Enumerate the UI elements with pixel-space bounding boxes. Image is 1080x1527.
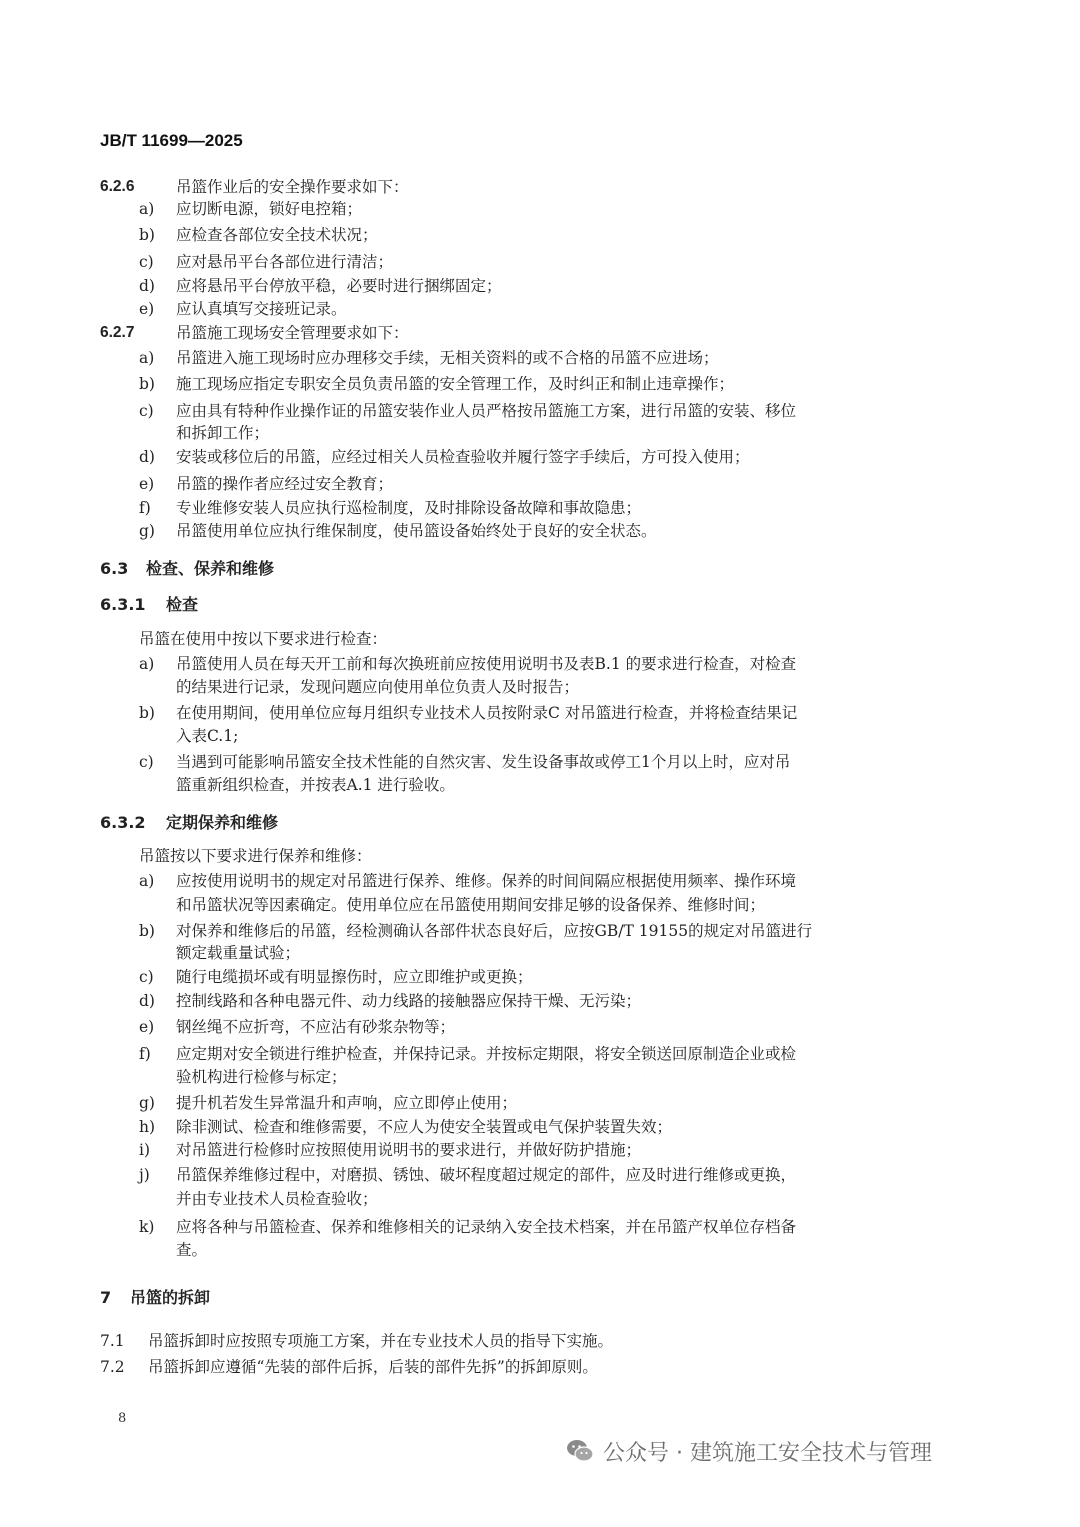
list-item-continuation: 额定载重量试验； (176, 944, 301, 962)
list-item-label: g) (139, 1094, 155, 1112)
subsection-number: 6.3.1 (100, 595, 146, 614)
list-item-label: d) (139, 992, 155, 1010)
list-item-continuation: 的结果进行记录，发现问题应向使用单位负责人及时报告； (176, 678, 580, 696)
list-item: 应将各种与吊篮检查、保养和维修相关的记录纳入安全技术档案，并在吊篮产权单位存档备 (176, 1218, 797, 1236)
list-item-continuation: 和拆卸工作； (176, 424, 270, 442)
list-item-label: e) (139, 300, 155, 318)
list-item-label: c) (139, 402, 154, 420)
list-item: 对吊篮进行检修时应按照使用说明书的要求进行，并做好防护措施； (176, 1141, 642, 1159)
list-item-label: d) (139, 277, 155, 295)
clause-number: 6.2.6 (100, 178, 135, 195)
list-item: 对保养和维修后的吊篮，经检测确认各部件状态良好后，应按GB/T 19155的规定对吊篮进行 (176, 922, 813, 940)
list-item: 应定期对安全锁进行维护检查，并保持记录。并按标定期限，将安全锁送回原制造企业或检 (176, 1045, 797, 1063)
subsection-title: 定期保养和维修 (166, 813, 279, 832)
list-item: 提升机若发生异常温升和声响，应立即停止使用； (176, 1094, 518, 1112)
list-item: 在使用期间，使用单位应每月组织专业技术人员按附录C 对吊篮进行检查，并将检查结果记 (176, 704, 798, 722)
list-item: 吊篮保养维修过程中，对磨损、锈蚀、破坏程度超过规定的部件，应及时进行维修或更换， (176, 1166, 797, 1184)
list-item: 随行电缆损坏或有明显擦伤时，应立即维护或更换； (176, 968, 533, 986)
chapter-heading (100, 1287, 210, 1309)
list-item-continuation: 入表C.1; (176, 727, 239, 745)
list-item-label: c) (139, 753, 154, 771)
list-item: 吊篮使用单位应执行维保制度，使吊篮设备始终处于良好的安全状态。 (176, 522, 657, 540)
subsection-heading (100, 812, 278, 834)
list-item-label: b) (139, 704, 155, 722)
section-title: 检查、保养和维修 (146, 559, 275, 578)
list-item-label: b) (139, 226, 155, 244)
clause-number: 7.2 (100, 1358, 125, 1376)
page-number: 8 (118, 1411, 127, 1426)
watermark (565, 1434, 932, 1468)
list-item: 应检查各部位安全技术状况； (176, 226, 378, 244)
list-item: 吊篮进入施工现场时应办理移交手续，无相关资料的或不合格的吊篮不应进场； (176, 349, 719, 367)
list-item-label: a) (139, 655, 155, 673)
standard-code: JB/T 11699—2025 (100, 131, 243, 150)
list-item: 安装或移位后的吊篮，应经过相关人员检查验收并履行签字手续后，方可投入使用； (176, 448, 750, 466)
list-item: 应对悬吊平台各部位进行清洁； (176, 253, 394, 271)
list-item: 钢丝绳不应折弯，不应沾有砂浆杂物等； (176, 1018, 456, 1036)
list-item: 吊篮使用人员在每天开工前和每次换班前应按使用说明书及表B.1 的要求进行检查，对检查 (176, 655, 797, 673)
clause-title: 吊篮作业后的安全操作要求如下： (176, 178, 409, 196)
list-item-label: a) (139, 349, 155, 367)
list-item-label: e) (139, 475, 155, 493)
list-item: 应由具有特种作业操作证的吊篮安装作业人员严格按吊篮施工方案，进行吊篮的安装、移位 (176, 402, 797, 420)
list-item-label: f) (139, 1045, 151, 1063)
subsection-intro: 吊篮在使用中按以下要求进行检查： (139, 630, 388, 648)
list-item: 除非测试、检查和维修需要，不应人为使安全装置或电气保护装置失效； (176, 1118, 673, 1136)
section-heading (100, 558, 274, 580)
list-item-label: i) (139, 1141, 151, 1159)
list-item: 应切断电源，锁好电控箱； (176, 200, 363, 218)
subsection-number: 6.3.2 (100, 813, 146, 832)
wechat-icon (565, 1436, 595, 1466)
list-item-label: e) (139, 1018, 155, 1036)
list-item-label: a) (139, 200, 155, 218)
list-item-continuation: 并由专业技术人员检查验收； (176, 1190, 378, 1208)
clause-title: 吊篮施工现场安全管理要求如下： (176, 324, 409, 342)
list-item-label: c) (139, 253, 154, 271)
clause-number: 6.2.7 (100, 324, 135, 341)
list-item: 应认真填写交接班记录。 (176, 300, 347, 318)
list-item-label: a) (139, 872, 155, 890)
section-number: 6.3 (100, 559, 129, 578)
list-item-continuation: 和吊篮状况等因素确定。使用单位应在吊篮使用期间安排足够的设备保养、维修时间； (176, 896, 766, 914)
list-item-label: j) (139, 1166, 150, 1184)
subsection-intro: 吊篮按以下要求进行保养和维修： (139, 847, 372, 865)
list-item-label: d) (139, 448, 155, 466)
chapter-title: 吊篮的拆卸 (130, 1288, 211, 1307)
clause-number: 7.1 (100, 1332, 125, 1350)
subsection-title: 检查 (166, 595, 199, 614)
list-item-label: h) (139, 1118, 156, 1136)
list-item: 当遇到可能影响吊篮安全技术性能的自然灾害、发生设备事故或停工1个月以上时，应对吊 (176, 753, 791, 771)
clause-text: 吊篮拆卸时应按照专项施工方案，并在专业技术人员的指导下实施。 (148, 1332, 614, 1350)
list-item-label: b) (139, 375, 155, 393)
list-item-continuation: 篮重新组织检查，并按表A.1 进行验收。 (176, 776, 455, 794)
list-item-label: g) (139, 522, 155, 540)
chapter-number: 7 (100, 1288, 112, 1307)
list-item-continuation: 查。 (176, 1241, 208, 1259)
list-item: 专业维修安装人员应执行巡检制度，及时排除设备故障和事故隐患； (176, 499, 642, 517)
clause-text: 吊篮拆卸应遵循“先装的部件后拆，后装的部件先拆”的拆卸原则。 (148, 1358, 598, 1376)
list-item-label: c) (139, 968, 154, 986)
list-item: 吊篮的操作者应经过安全教育； (176, 475, 394, 493)
subsection-heading (100, 594, 198, 616)
list-item-label: b) (139, 922, 155, 940)
list-item: 应按使用说明书的规定对吊篮进行保养、维修。保养的时间间隔应根据使用频率、操作环境 (176, 872, 797, 890)
list-item-continuation: 验机构进行检修与标定； (176, 1068, 347, 1086)
watermark-text: 公众号 · 建筑施工安全技术与管理 (603, 1440, 932, 1466)
list-item: 应将悬吊平台停放平稳，必要时进行捆绑固定； (176, 277, 502, 295)
list-item: 施工现场应指定专职安全员负责吊篮的安全管理工作，及时纠正和制止违章操作； (176, 375, 735, 393)
list-item: 控制线路和各种电器元件、动力线路的接触器应保持干燥、无污染； (176, 992, 642, 1010)
list-item-label: k) (139, 1218, 155, 1236)
list-item-label: f) (139, 499, 151, 517)
